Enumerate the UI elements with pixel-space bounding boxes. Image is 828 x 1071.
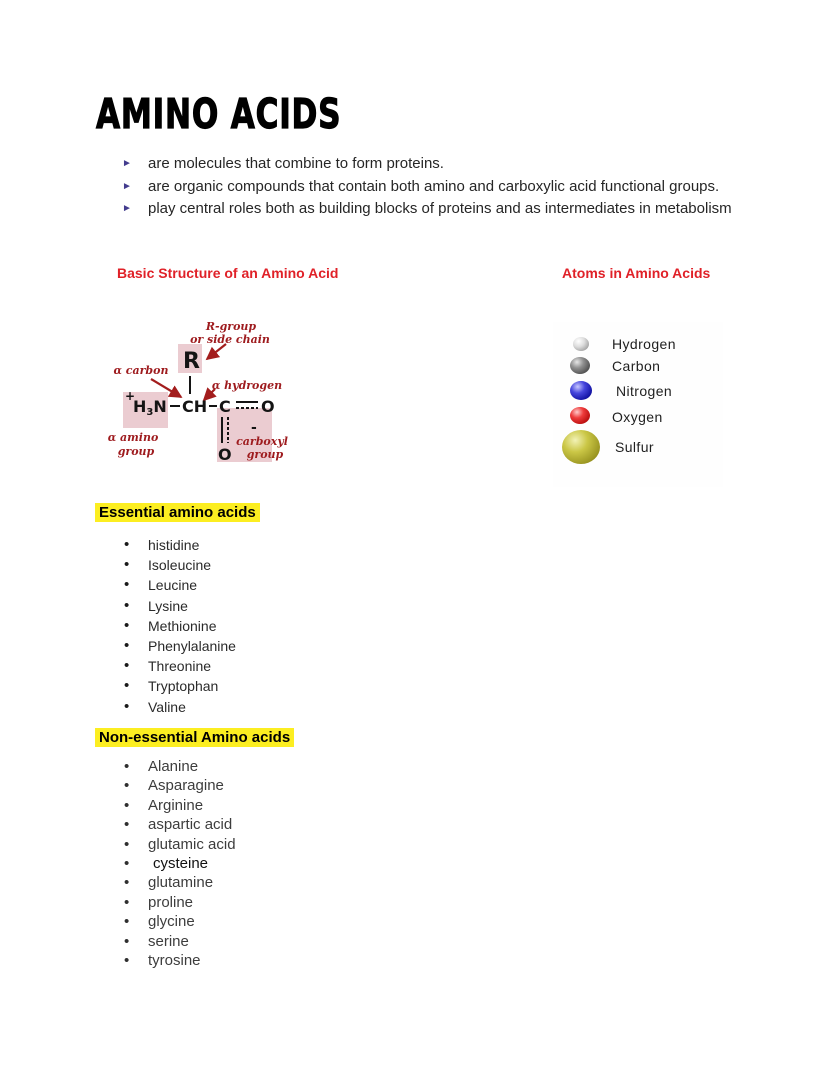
alpha-carbon-label: α carbon — [113, 364, 169, 377]
intro-bullet-text: are organic compounds that contain both amino and carboxylic acid functional groups. — [148, 177, 720, 195]
list-item: • Tryptophan — [122, 676, 236, 696]
intro-bullet-item — [122, 176, 732, 199]
list-item: • Methionine — [122, 616, 236, 636]
nitrogen-sphere-icon — [570, 381, 592, 400]
oxygen-sphere-icon — [570, 407, 590, 424]
list-item: • serine — [122, 932, 236, 951]
intro-bullet-text: play central roles both as building blocks of proteins and as intermediates in metabolism — [148, 200, 732, 218]
arrow-bullet-icon: ► — [122, 158, 132, 169]
list-item: • Lysine — [122, 596, 236, 616]
intro-bullet-list — [122, 153, 732, 221]
list-item: • Threonine — [122, 656, 236, 676]
list-item: • Alanine — [122, 757, 236, 776]
list-item: • aspartic acid — [122, 815, 236, 834]
legend-label-nitrogen: Nitrogen — [616, 383, 673, 399]
list-item: • Isoleucine — [122, 555, 236, 575]
sulfur-sphere-icon — [562, 430, 600, 464]
intro-bullet-item — [122, 198, 732, 221]
arrow-bullet-icon: ► — [122, 180, 132, 192]
carboxyl-group-label2: group — [246, 448, 284, 461]
list-item: • glutamic acid — [122, 835, 236, 854]
oxygen-right: O — [261, 397, 275, 416]
h3n-group: H3N — [133, 397, 167, 418]
legend-label-hydrogen: Hydrogen — [612, 336, 676, 352]
list-item: • Leucine — [122, 575, 236, 595]
ch-group: CH — [182, 397, 208, 416]
amino-group-label2: group — [117, 445, 155, 458]
legend-label-sulfur: Sulfur — [615, 439, 654, 455]
list-item: • Arginine — [122, 796, 236, 815]
r-symbol: R — [183, 349, 200, 374]
nonessential-amino-acids-heading: Non-essential Amino acids — [95, 728, 294, 747]
list-item: • histidine — [122, 535, 236, 555]
plus-charge: + — [125, 389, 136, 403]
list-item: • glutamine — [122, 873, 236, 892]
nonessential-amino-acids-list — [122, 757, 236, 970]
alpha-hydrogen-label: α hydrogen — [211, 379, 283, 392]
oxygen-bottom: O — [218, 445, 232, 464]
list-item: • Asparagine — [122, 776, 236, 795]
carbon-sphere-icon — [570, 357, 590, 374]
essential-amino-acids-list — [122, 535, 236, 717]
legend-label-carbon: Carbon — [612, 358, 661, 374]
page-title: AMINO ACIDS — [96, 90, 342, 138]
atoms-section-heading: Atoms in Amino Acids — [562, 265, 711, 281]
list-item: • Phenylalanine — [122, 636, 236, 656]
list-item: • glycine — [122, 912, 236, 931]
list-item: • cysteine — [122, 854, 236, 873]
intro-bullet-text: are molecules that combine to form proteins. — [148, 155, 444, 172]
minus-charge: - — [251, 420, 257, 436]
atoms-legend — [553, 322, 723, 487]
r-group-label2: or side chain — [190, 333, 270, 346]
amino-acid-structure-diagram — [100, 312, 300, 467]
structure-section-heading: Basic Structure of an Amino Acid — [117, 265, 339, 281]
amino-group-label: α amino — [107, 431, 159, 444]
list-item: • Valine — [122, 697, 236, 717]
carboxyl-c: C — [219, 397, 231, 416]
carboxyl-group-label: carboxyl — [236, 435, 288, 448]
legend-label-oxygen: Oxygen — [612, 409, 663, 425]
r-group-label: R-group — [205, 320, 257, 333]
essential-amino-acids-heading: Essential amino acids — [95, 503, 260, 522]
list-item: • tyrosine — [122, 951, 236, 970]
list-item: • proline — [122, 893, 236, 912]
intro-bullet-item — [122, 153, 732, 176]
hydrogen-sphere-icon — [573, 337, 589, 351]
arrow-bullet-icon: ► — [122, 203, 132, 215]
r-group-arrow-icon — [207, 344, 226, 359]
